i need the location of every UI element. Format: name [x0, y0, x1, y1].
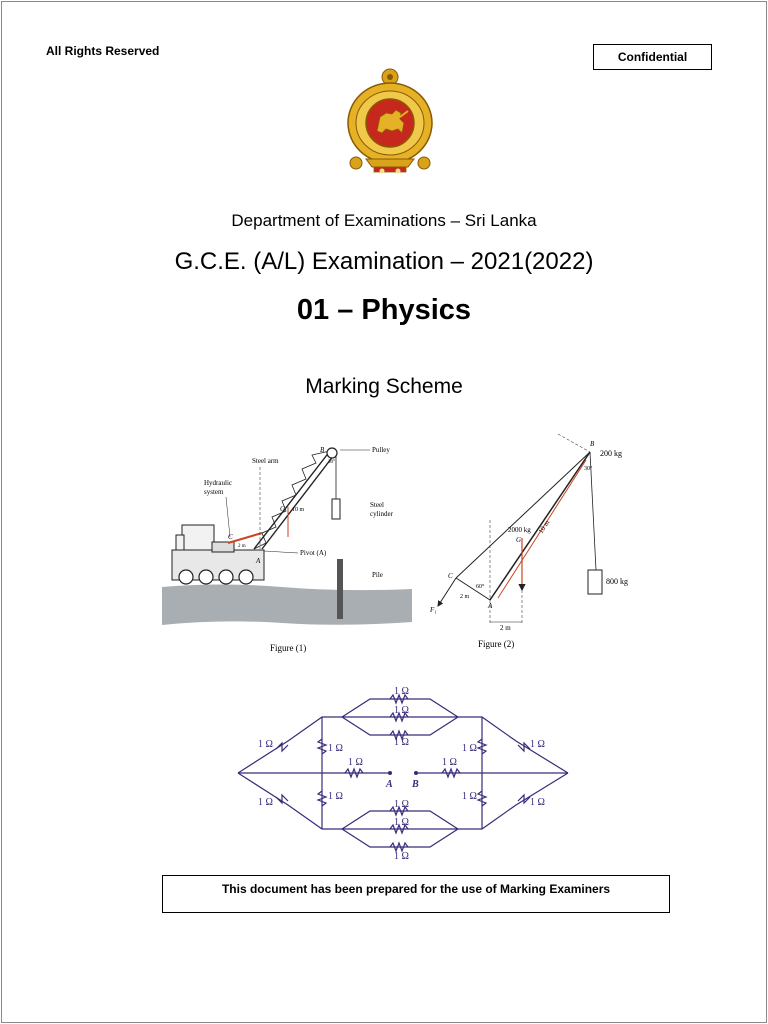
res-label-col-left-bot: 1 Ω — [328, 791, 343, 802]
res-label-bot-3: 1 Ω — [394, 851, 409, 862]
res-label-mid-left: 1 Ω — [348, 757, 363, 768]
fig2-label-b: B — [590, 440, 595, 448]
label-10m: 10 m — [292, 507, 305, 513]
confidential-label: Confidential — [617, 50, 688, 64]
label-c: C — [228, 533, 233, 541]
label-b: B — [320, 446, 325, 454]
label-steel-arm: Steel arm — [252, 457, 279, 465]
sri-lanka-emblem — [344, 67, 436, 177]
res-label-right-bot: 1 Ω — [530, 797, 545, 808]
figure-1-crane — [162, 437, 412, 657]
res-label-top-2: 1 Ω — [394, 705, 409, 716]
label-hydraulic-1: Hydraulic — [204, 479, 232, 487]
department-heading: Department of Examinations – Sri Lanka — [231, 211, 537, 230]
res-label-left-bot: 1 Ω — [258, 797, 273, 808]
fig2-label-angle-b: 30° — [584, 466, 593, 472]
label-g: G — [280, 505, 286, 513]
label-pulley: Pulley — [372, 446, 390, 454]
label-2m: 2 m — [238, 544, 246, 549]
figure-2-force-diagram — [418, 430, 658, 655]
fig2-label-g: G — [516, 536, 522, 544]
label-a: A — [256, 557, 261, 565]
res-label-top-3: 1 Ω — [394, 737, 409, 748]
label-steel-cyl-1: Steel — [370, 501, 384, 509]
res-label-col-right-bot: 1 Ω — [462, 791, 477, 802]
label-hydraulic-2: system — [204, 488, 224, 496]
subject-heading: 01 – Physics — [296, 294, 472, 326]
res-label-col-left-top: 1 Ω — [328, 743, 343, 754]
resistor-network-diagram — [230, 683, 575, 863]
rights-notice: All Rights Reserved — [46, 44, 160, 58]
fig2-label-2m-arm: 2 m — [460, 594, 470, 600]
label-pile: Pile — [372, 571, 383, 579]
fig2-label-a: A — [488, 602, 493, 610]
figure-1-caption: Figure (1) — [270, 643, 307, 653]
exam-heading: G.C.E. (A/L) Examination – 2021(2022) — [174, 248, 594, 275]
fig2-label-mass-load: 800 kg — [606, 577, 628, 586]
figure-2-caption: Figure (2) — [478, 639, 515, 649]
fig2-label-mass-arm: 2000 kg — [508, 526, 531, 534]
label-pivot: Pivot (A) — [300, 549, 327, 557]
fig2-label-10m: 10 m — [536, 518, 552, 536]
res-label-bot-2: 1 Ω — [394, 817, 409, 828]
fig2-label-2m-base: 2 m — [500, 624, 511, 632]
document-type-heading: Marking Scheme — [305, 375, 463, 398]
res-label-bot-1: 1 Ω — [394, 799, 409, 810]
res-label-top-1: 1 Ω — [394, 686, 409, 697]
res-label-mid-right: 1 Ω — [442, 757, 457, 768]
label-steel-cyl-2: cylinder — [370, 510, 393, 518]
marking-examiners-note-text: This document has been prepared for the use of Marking Examiners — [221, 882, 611, 896]
label-angle: 30° — [328, 460, 335, 465]
fig2-label-angle-c: 60° — [476, 584, 485, 590]
confidential-badge — [593, 44, 712, 70]
fig2-label-f1: F₁ — [430, 606, 437, 614]
marking-examiners-note — [162, 875, 670, 913]
fig2-label-c: C — [448, 572, 453, 580]
res-label-right-top: 1 Ω — [530, 739, 545, 750]
node-a-label: A — [386, 779, 393, 790]
res-label-left-top: 1 Ω — [258, 739, 273, 750]
res-label-col-right-top: 1 Ω — [462, 743, 477, 754]
fig2-label-mass-top: 200 kg — [600, 449, 622, 458]
node-b-label: B — [412, 779, 419, 790]
